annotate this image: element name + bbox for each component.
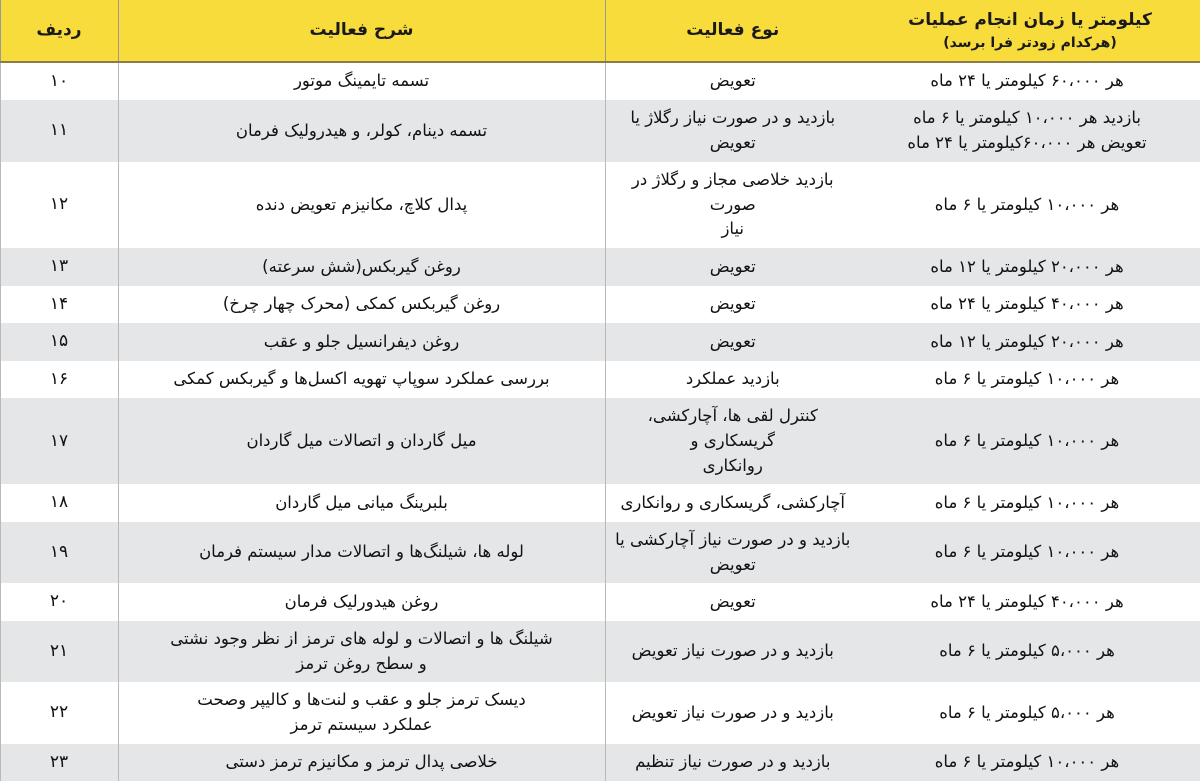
cell-activity-description [118,522,605,584]
table-row [0,323,1200,361]
table-row [0,62,1200,101]
table-header [0,0,1200,62]
cell-activity-description-line: خلاصی پدال ترمز و مکانیزم ترمز دستی [225,752,498,772]
cell-activity-type-line: نیاز [721,219,745,239]
cell-interval [860,162,1200,248]
cell-activity-description-line: عملکرد سیستم ترمز [290,715,433,735]
cell-activity-type-line: تعویض [709,294,756,314]
header-row [0,0,1200,62]
cell-activity-type-line: تعویض [709,554,756,574]
cell-activity-type-line: بازدید و در صورت نیاز تنظیم [635,752,831,772]
cell-activity-type [605,248,860,286]
cell-activity-description-line: روغن گیربکس کمکی (محرک چهار چرخ) [222,294,501,314]
cell-activity-description [118,398,605,484]
cell-activity-description [118,100,605,162]
cell-activity-type-line: بازدید و در صورت نیاز آچارکشی یا [615,529,851,549]
cell-activity-description [118,583,605,621]
cell-activity-description [118,744,605,781]
cell-activity-type-line: بازدید و در صورت نیاز تعویض [631,702,834,722]
cell-activity-type [605,398,860,484]
cell-activity-description [118,484,605,522]
cell-interval [860,323,1200,361]
cell-activity-description [118,286,605,324]
cell-activity-type [605,583,860,621]
cell-activity-description-line: تسمه دینام، کولر، و هیدرولیک فرمان [235,120,488,140]
cell-row-number [0,621,118,683]
cell-activity-type-line: بازدید خلاصی مجاز و رگلاژ در صورت [631,169,834,214]
cell-interval [860,286,1200,324]
cell-row-number-value: ۲۳ [49,751,69,772]
cell-row-number [0,286,118,324]
cell-activity-description-line: تسمه تایمینگ موتور [293,71,430,91]
cell-activity-type [605,682,860,744]
cell-interval [860,522,1200,584]
cell-activity-description-line: میل گاردان و اتصالات میل گاردان [246,430,477,450]
cell-row-number-value: ۱۴ [49,293,69,314]
column-header-type-label: نوع فعالیت [686,20,780,41]
cell-activity-type-line: روانکاری [702,455,763,475]
cell-activity-type-line: تعویض [709,71,756,91]
cell-row-number-value: ۱۷ [49,430,69,451]
cell-activity-type [605,100,860,162]
cell-row-number [0,398,118,484]
cell-activity-type [605,323,860,361]
cell-activity-type [605,162,860,248]
cell-interval [860,100,1200,162]
cell-activity-type-line: بازدید و در صورت نیاز رگلاژ یا تعویض [630,108,836,153]
cell-interval-line: هر ۲۰،۰۰۰ کیلومتر یا ۱۲ ماه [930,256,1124,276]
cell-row-number [0,583,118,621]
cell-activity-type [605,286,860,324]
cell-activity-description [118,621,605,683]
column-header-interval-line1: کیلومتر یا زمان انجام عملیات [908,10,1152,30]
cell-row-number-value: ۱۰ [49,70,69,91]
cell-row-number [0,100,118,162]
cell-activity-type-line: آچارکشی، گریسکاری و روانکاری [620,492,846,512]
cell-row-number [0,484,118,522]
column-header-description [118,0,605,62]
cell-interval-line: هر ۴۰،۰۰۰ کیلومتر یا ۲۴ ماه [930,294,1124,314]
cell-row-number-value: ۱۶ [49,368,69,389]
table-row [0,621,1200,683]
cell-activity-type-line: بازدید و در صورت نیاز تعویض [631,641,834,661]
column-header-row-number [0,0,118,62]
cell-activity-description-line: روغن دیفرانسیل جلو و عقب [263,331,460,351]
cell-interval-line: تعویض هر ۶۰،۰۰۰کیلومتر یا ۲۴ ماه [907,133,1147,153]
cell-row-number-value: ۲۲ [49,702,69,723]
table-row [0,744,1200,781]
cell-activity-type-line: تعویض [709,331,756,351]
cell-activity-description-line: بررسی عملکرد سوپاپ تهویه اکسل‌ها و گیربکس کمکی [173,369,550,389]
table-row [0,522,1200,584]
cell-interval-line: بازدید هر ۱۰،۰۰۰ کیلومتر یا ۶ ماه [913,108,1141,128]
cell-activity-description-line: روغن گیربکس(شش سرعته) [262,256,461,276]
cell-row-number-value: ۱۱ [49,120,69,141]
cell-row-number-value: ۱۲ [49,194,69,215]
cell-row-number-value: ۲۰ [49,591,69,612]
cell-interval-line: هر ۶۰،۰۰۰ کیلومتر یا ۲۴ ماه [930,71,1124,91]
cell-row-number-value: ۱۸ [49,492,69,513]
cell-activity-description [118,62,605,101]
table-row [0,484,1200,522]
cell-activity-type [605,522,860,584]
cell-interval-line: هر ۱۰،۰۰۰ کیلومتر یا ۶ ماه [934,752,1120,772]
cell-activity-type-line: تعویض [709,591,756,611]
column-header-description-label: شرح فعالیت [309,20,414,41]
cell-activity-type [605,62,860,101]
cell-interval [860,583,1200,621]
cell-row-number-value: ۱۵ [49,331,69,352]
table-body [0,62,1200,781]
cell-activity-description [118,248,605,286]
cell-interval-line: هر ۱۰،۰۰۰ کیلومتر یا ۶ ماه [934,194,1120,214]
cell-activity-description-line: دیسک ترمز جلو و عقب و لنت‌ها و کالیپر وصحت [197,690,526,710]
cell-activity-description-line: لوله ها، شیلنگ‌ها و اتصالات مدار سیستم فرمان [199,542,524,562]
table-row [0,162,1200,248]
cell-interval [860,248,1200,286]
cell-activity-type [605,484,860,522]
cell-activity-type-line: کنترل لقی ها، آچارکشی، گریسکاری و [647,406,818,450]
cell-row-number [0,682,118,744]
cell-interval-line: هر ۴۰،۰۰۰ کیلومتر یا ۲۴ ماه [930,591,1124,611]
cell-interval [860,484,1200,522]
table-row [0,682,1200,744]
cell-activity-description-line: شیلنگ ها و اتصالات و لوله های ترمز از نظر وجود نشتی [170,628,553,648]
cell-interval-line: هر ۱۰،۰۰۰ کیلومتر یا ۶ ماه [934,492,1120,512]
cell-row-number [0,361,118,399]
cell-row-number [0,62,118,101]
cell-activity-description-line: روغن هیدورلیک فرمان [284,591,439,611]
cell-interval [860,621,1200,683]
cell-interval [860,744,1200,781]
cell-interval [860,682,1200,744]
column-header-row-number-label: ردیف [36,20,82,41]
cell-interval-line: هر ۱۰،۰۰۰ کیلومتر یا ۶ ماه [934,542,1120,562]
column-header-interval-line2: (هرکدام زودتر فرا برسد) [943,34,1117,51]
cell-activity-type [605,621,860,683]
cell-activity-type-line: بازدید عملکرد [685,369,780,389]
cell-activity-description [118,323,605,361]
cell-row-number [0,162,118,248]
table-row [0,583,1200,621]
column-header-type [605,0,860,62]
table-row [0,100,1200,162]
cell-interval-line: هر ۱۰،۰۰۰ کیلومتر یا ۶ ماه [934,369,1120,389]
cell-activity-description-line: پدال کلاچ، مکانیزم تعویض دنده [255,194,468,214]
cell-interval [860,62,1200,101]
cell-interval-line: هر ۵،۰۰۰ کیلومتر یا ۶ ماه [939,641,1115,661]
cell-activity-description [118,361,605,399]
cell-interval-line: هر ۲۰،۰۰۰ کیلومتر یا ۱۲ ماه [930,331,1124,351]
cell-interval [860,398,1200,484]
cell-interval-line: هر ۱۰،۰۰۰ کیلومتر یا ۶ ماه [934,430,1120,450]
cell-interval [860,361,1200,399]
table-row [0,361,1200,399]
cell-row-number-value: ۱۳ [49,256,69,277]
cell-activity-description-line: بلبرینگ میانی میل گاردان [275,492,448,512]
table-row [0,248,1200,286]
cell-row-number [0,248,118,286]
cell-activity-description [118,682,605,744]
cell-row-number [0,744,118,781]
cell-row-number [0,323,118,361]
cell-interval-line: هر ۵،۰۰۰ کیلومتر یا ۶ ماه [939,702,1115,722]
cell-activity-description [118,162,605,248]
cell-activity-description-line: و سطح روغن ترمز [296,653,427,673]
cell-activity-type [605,361,860,399]
table-row [0,286,1200,324]
cell-row-number-value: ۲۱ [49,640,69,661]
column-header-interval [860,0,1200,62]
cell-row-number [0,522,118,584]
cell-activity-type [605,744,860,781]
cell-activity-type-line: تعویض [709,256,756,276]
table-row [0,398,1200,484]
cell-row-number-value: ۱۹ [49,541,69,562]
